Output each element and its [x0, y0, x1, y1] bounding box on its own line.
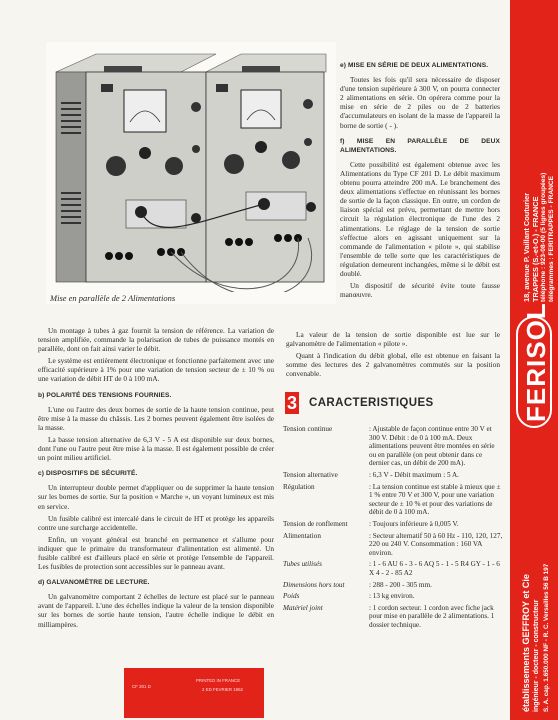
spec-value: : 288 - 200 - 305 mm. [369, 580, 432, 589]
spec-row [283, 560, 503, 577]
paragraph: Un galvanomètre comportant 2 échelles de lecture est placé sur le panneau avant de l'appareil. L'une des échelles indique la valeur de la tension disponible sur les bornes de sortie haute tension, l'autre échelle indique le débit en milliampères. [38, 592, 274, 629]
company-banner [510, 0, 558, 720]
company-legal: S. A. cap. 1.650.000 NF - R. C. Versailles 56 B 197 [543, 563, 550, 712]
print-info-box [124, 668, 264, 718]
brand-text: FERISOL [521, 302, 551, 422]
section-c-title: c) DISPOSITIFS DE SÉCURITÉ. [38, 470, 138, 478]
spec-row [283, 532, 503, 558]
paragraph: Un dispositif de sécurité évite toute fausse manœuvre. [340, 281, 500, 300]
section-d-title: d) GALVANOMÈTRE DE LECTURE. [38, 579, 150, 587]
printed-label: PRINTED IN FRANCE [196, 678, 241, 683]
section-number: 3 [286, 393, 297, 413]
spec-value: : Ajustable de façon continue entre 30 V et 300 V. Débit : de 0 à 100 mA. Deux alimentations peuvent être montées en série ou en parallèle (on peut obtenir dans ce dernier cas, un débit de 200 mA). [369, 425, 495, 468]
photo-caption: Mise en parallèle de 2 Alimentations [50, 293, 176, 303]
paragraph: Un montage à tubes à gaz fournit la tension de référence. La variation de tension amplifiée, commande la polarisation de tubes de puissance montés en parallèle, dont on fait ainsi varier le débit. [38, 326, 274, 354]
spec-label: Tension de ronflement [283, 519, 348, 528]
paragraph: Quant à l'indication du débit global, elle est obtenue en faisant la somme des lectures des 2 galvanomètres commutés sur la position convenable. [286, 351, 500, 379]
characteristics-title: CARACTERISTIQUES [309, 397, 434, 409]
spec-label: Tension continue [283, 425, 333, 433]
spec-value: : 6,3 V - Débit maximum : 5 A. [369, 470, 459, 479]
right-column-mid [286, 330, 500, 381]
characteristics-heading [285, 392, 434, 414]
spec-table [283, 425, 503, 632]
spec-label: Matériel joint [283, 603, 323, 612]
company-subtitle: ingénieur - docteur - constructeur [533, 599, 540, 712]
spec-value: : 1 cordon secteur. 1 cordon avec fiche jack pour mise en parallèle de 2 alimentations. 1 dossier technique. [369, 603, 495, 629]
address-line-1: 18, avenue P. Vaillant Couturier [522, 192, 531, 302]
paragraph: La valeur de la tension de sortie disponible est lue sur le galvanomètre de l'alimentation « pilote ». [286, 330, 500, 349]
spec-value: : Toujours inférieure à 0,005 V. [369, 519, 459, 528]
paragraph: Toutes les fois qu'il sera nécessaire de disposer d'une tension supérieure à 300 V, on pourra connecter 2 alimentations en série. On opérera comme pour la mise en série de 2 piles ou de 2 batteries d'accumulateurs en isolant de la masse de l'appareil la borne de sortie ( - ). [340, 75, 500, 130]
spec-value: : 1 - 6 AU 6 - 3 - 6 AQ 5 - 1 - 5 R4 GY - 1 - 6 X 4 - 2 - 85 A2 [369, 560, 500, 577]
right-column-top [340, 54, 500, 302]
spec-label: Tubes utilisés [283, 560, 322, 569]
paragraph: Un fusible calibré est intercalé dans le circuit de HT et protège les appareils contre une surcharge accidentelle. [38, 513, 274, 532]
paragraph: Un interrupteur double permet d'appliquer ou de supprimer la haute tension sur les bornes de sortie. Sur la position « Marche », un voyant lumineux est mis en service. [38, 483, 274, 511]
section-f-title: f) MISE EN PARALLÈLE DE DEUX ALIMENTATIONS. [340, 137, 500, 154]
section-e-title: e) MISE EN SÉRIE DE DEUX ALIMENTATIONS. [340, 62, 489, 69]
spec-row [283, 483, 503, 517]
spec-label: Dimensions hors tout [283, 580, 345, 589]
ferisol-logo [516, 302, 552, 428]
left-column [38, 326, 274, 632]
paragraph: Le système est entièrement électronique et fonctionne parfaitement avec une efficacité supérieure à 1% pour une variation de tension secteur de ± 10 % ou une variation de débit HT de 0 à 100 mA. [38, 356, 274, 384]
paragraph: Enfin, un voyant général est branché en permanence et s'allume pour indiquer que le primaire du transformateur d'alimentation est alimenté. Un fusible calibré est d'ailleurs placé en série et protège l'ensemble de l'appareil. Les fusibles de protection sont accessibles sur le panneau avant. [38, 534, 274, 572]
product-photo [46, 42, 336, 304]
spec-row [283, 592, 503, 601]
spec-value: : Secteur alternatif 50 à 60 Hz - 110, 120, 127, 220 ou 240 V. Consommation : 160 VA environ. [369, 531, 503, 557]
spec-row [283, 471, 503, 480]
spec-row [283, 581, 503, 590]
spec-label: Poids [283, 592, 300, 601]
paragraph: Cette possibilité est également obtenue avec les Alimentations du Type CF 201 D. Le débit maximum obtenu pourra atteindre 200 mA. Le branchement des deux alimentations s'effectue en réunissant les bornes de sortie de la façon classique. En outre, un cordon de liaison spécial est prévu, permettant de mettre hors circuit la régulation électronique de l'une des 2 alimentations. Le réglage de la tension de sortie s'effectue alors en agissant uniquement sur la commande de l'alimentation « pilote », qui stabilise l'ensemble de telle sorte que les caractéristiques de régulation demeurent inchangées, même si le débit est doublé. [340, 159, 500, 278]
spec-label: Régulation [283, 482, 315, 491]
spec-value: : La tension continue est stable à mieux que ± 1 % entre 70 V et 300 V, pour une variation secteur de ± 10 % et pour des variations de débit de 0 à 100 mA. [369, 482, 501, 517]
spec-label: Alimentation [283, 531, 321, 540]
spec-row [283, 604, 503, 630]
telegram-line: télégrammes : FERITRAPPES - FRANCE [548, 175, 555, 302]
section-b-title: b) POLARITÉ DES TENSIONS FOURNIES. [38, 391, 172, 399]
reference-label: CF 201 D [132, 684, 151, 689]
spec-row [283, 425, 503, 468]
spec-label: Tension alternative [283, 470, 338, 479]
spec-value: : 13 kg environ. [369, 592, 415, 601]
phone-line: téléphone : 923-08-00 (5 lignes groupées) [540, 172, 547, 302]
spec-row [283, 520, 503, 529]
date-label: 2 ED FEVRIER 1962 [202, 687, 243, 692]
paragraph: L'une ou l'autre des deux bornes de sortie de la haute tension continue, peut être mise à la masse du châssis. Les 2 bornes peuvent également être isolées de la masse. [38, 404, 274, 432]
address-line-2: TRAPPES (S.-et-O.) - FRANCE [531, 196, 540, 302]
company-name: établissements GEFFROY et Cie [521, 574, 531, 712]
paragraph: La basse tension alternative de 6,3 V - 5 A est disponible sur deux bornes, dont l'une ou l'autre peut être mise à la masse. Il est également possible de créer un point milieu artificiel. [38, 434, 274, 463]
